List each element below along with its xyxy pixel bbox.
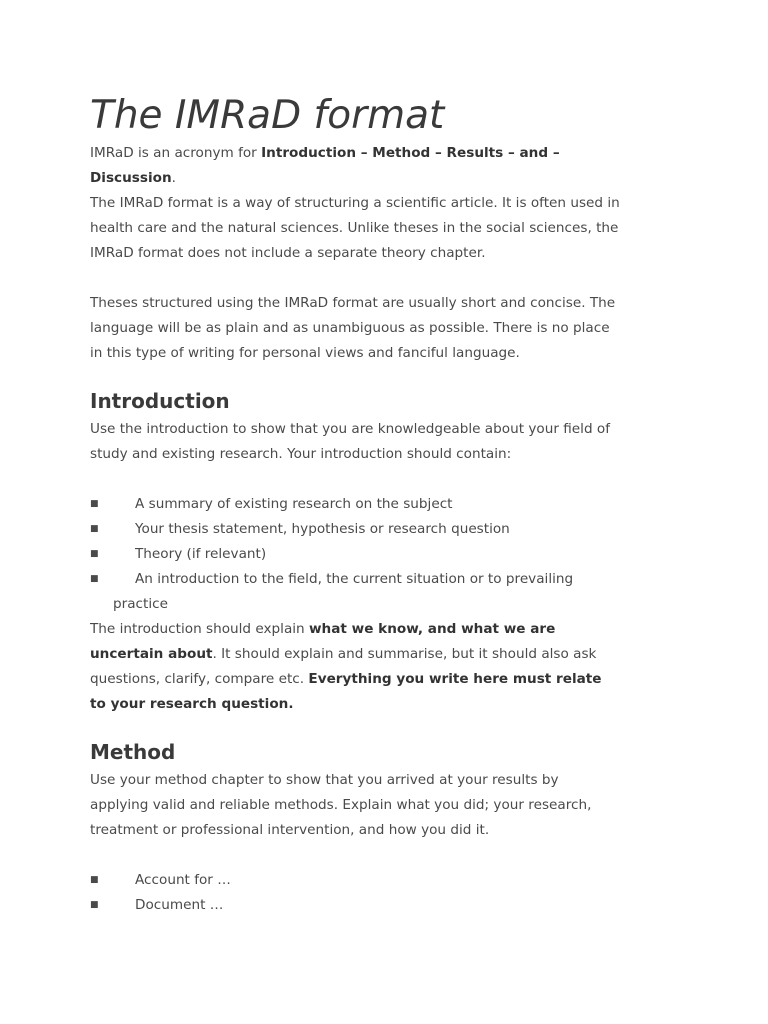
text-line <box>90 341 768 366</box>
text-segment: . It should explain and summarise, but it should also ask <box>212 646 597 662</box>
text-line <box>90 768 768 793</box>
text-segment: Introduction <box>90 389 230 413</box>
text-segment: Use your method chapter to show that you arrived at your results by <box>90 772 559 788</box>
text-line <box>90 166 768 191</box>
bullet-square-icon: ■ <box>90 875 99 885</box>
text-line <box>90 818 768 843</box>
bold-text: uncertain about <box>90 646 213 662</box>
text-segment: Use the introduction to show that you are knowledgeable about your field of <box>90 421 610 437</box>
text-segment: in this type of writing for personal views and fanciful language. <box>90 345 520 361</box>
text-segment: The IMRaD format <box>90 93 445 138</box>
blank-line <box>90 266 768 291</box>
text-segment: . <box>171 170 176 186</box>
text-segment: health care and the natural sciences. Unlike theses in the social sciences, the <box>90 220 619 236</box>
blank-line <box>90 467 768 492</box>
text-segment: A summary of existing research on the subject <box>135 496 453 512</box>
text-segment: Account for … <box>135 872 231 888</box>
text-segment: questions, clarify, compare etc. <box>90 671 309 687</box>
section-heading <box>90 386 768 417</box>
text-line <box>90 191 768 216</box>
text-segment: The IMRaD format is a way of structuring a scientific article. It is often used in <box>90 195 620 211</box>
text-segment: practice <box>113 596 168 612</box>
text-segment: treatment or professional intervention, and how you did it. <box>90 822 490 838</box>
text-line <box>90 442 768 467</box>
bold-text: Everything you write here must relate <box>308 671 602 687</box>
text-segment: An introduction to the field, the current situation or to prevailing <box>135 571 574 587</box>
text-segment: The introduction should explain <box>90 621 309 637</box>
bullet-item <box>90 542 768 567</box>
section-heading <box>90 737 768 768</box>
text-line <box>90 241 768 266</box>
text-segment: Document … <box>135 897 224 913</box>
text-line <box>90 141 768 166</box>
bullet-square-icon: ■ <box>90 524 99 534</box>
text-line <box>90 316 768 341</box>
text-line <box>90 417 768 442</box>
bullet-square-icon: ■ <box>90 549 99 559</box>
text-line <box>90 291 768 316</box>
bullet-square-icon: ■ <box>90 900 99 910</box>
bullet-item <box>90 868 768 893</box>
text-line <box>90 617 768 642</box>
text-line <box>90 793 768 818</box>
text-segment: IMRaD format does not include a separate theory chapter. <box>90 245 486 261</box>
text-segment: applying valid and reliable methods. Explain what you did; your research, <box>90 797 592 813</box>
text-line <box>90 216 768 241</box>
bullet-item <box>90 492 768 517</box>
bullet-square-icon: ■ <box>90 499 99 509</box>
document-title <box>90 91 768 141</box>
text-segment: Your thesis statement, hypothesis or research question <box>135 521 510 537</box>
bullet-item <box>90 517 768 542</box>
text-segment: IMRaD is an acronym for <box>90 145 262 161</box>
bold-text: Introduction – Method – Results – and – <box>261 145 560 161</box>
text-segment: language will be as plain and as unambiguous as possible. There is no place <box>90 320 610 336</box>
bullet-item <box>90 893 768 918</box>
text-line <box>90 667 768 692</box>
bold-text: to your research question. <box>90 696 294 712</box>
bullet-continuation <box>90 592 768 617</box>
bold-text: Discussion <box>90 170 172 186</box>
text-segment: Theory (if relevant) <box>135 546 267 562</box>
bullet-item <box>90 567 768 592</box>
text-line <box>90 642 768 667</box>
bullet-square-icon: ■ <box>90 574 99 584</box>
text-segment: Method <box>90 740 176 764</box>
blank-line <box>90 843 768 868</box>
text-line <box>90 692 768 717</box>
text-segment: study and existing research. Your introduction should contain: <box>90 446 512 462</box>
bold-text: what we know, and what we are <box>309 621 556 637</box>
text-segment: Theses structured using the IMRaD format are usually short and concise. The <box>90 295 616 311</box>
